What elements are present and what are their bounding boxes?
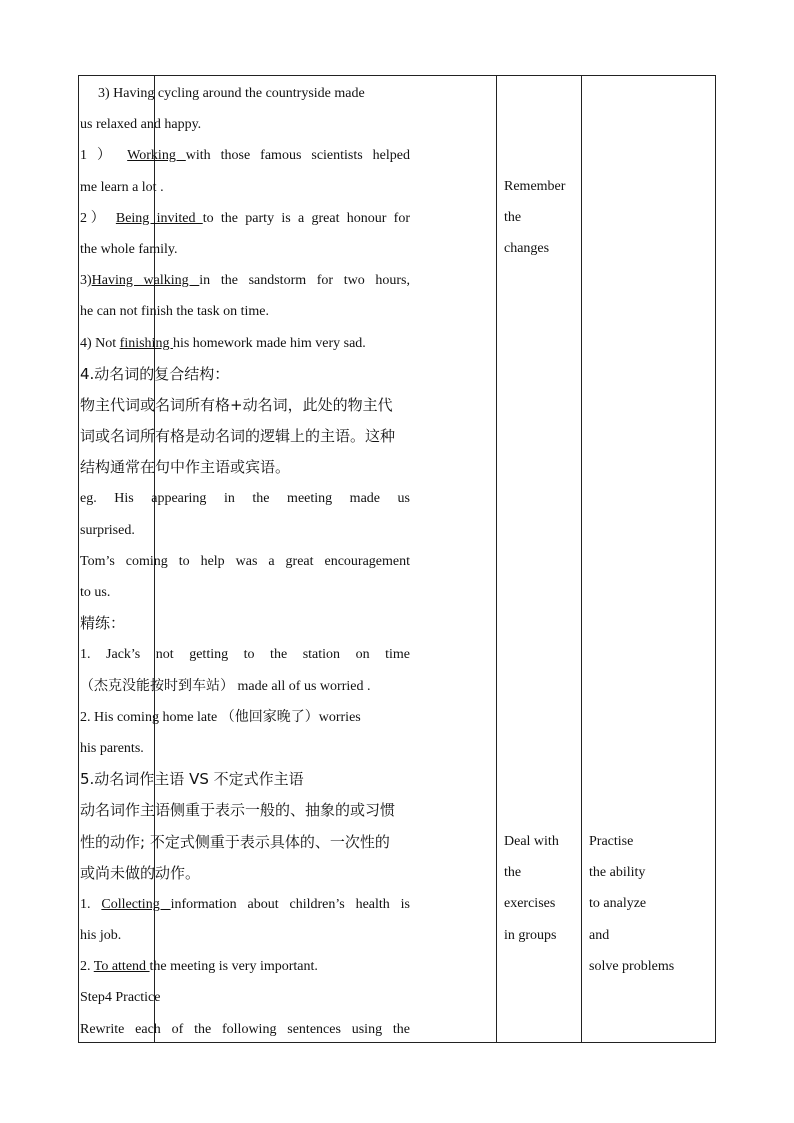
step-heading: Step4 Practice xyxy=(80,990,161,1006)
activity-text: changes xyxy=(504,241,550,257)
explanation-line: 或尚未做的动作。 xyxy=(80,863,201,882)
example-line: Tom’s coming to help was a great encouragement xyxy=(80,553,410,569)
activity-text: the xyxy=(504,865,522,881)
exercise-line: his parents. xyxy=(80,740,144,756)
intention-text: the ability xyxy=(589,865,646,881)
exercise-line: the whole family. xyxy=(80,241,178,257)
student-activity-cell-2 xyxy=(504,826,576,951)
explanation-line: 物主代词或名词所有格+动名词，此处的物主代 xyxy=(80,395,393,414)
exercise-line: 4) Not finishing his homework made him very sad. xyxy=(80,335,366,351)
section-heading: 精练： xyxy=(80,614,126,633)
example-line: 2. To attend the meeting is very important. xyxy=(80,959,318,975)
column-divider-3 xyxy=(581,76,582,1042)
design-intention-cell xyxy=(589,826,709,982)
intention-text: to analyze xyxy=(589,896,647,912)
exercise-line: 1 ） Working with those famous scientists helped xyxy=(80,148,410,164)
exercise-line: he can not finish the task on time. xyxy=(80,304,269,320)
exercise-line: 2. His coming home late （他回家晚了）worries xyxy=(80,709,361,725)
answer-blank: finishing xyxy=(119,335,173,351)
student-activity-cell-1 xyxy=(504,171,576,265)
exercise-line: 3)Having walking in the sandstorm for two hours, xyxy=(80,273,410,289)
explanation-line: 结构通常在句中作主语或宾语。 xyxy=(80,458,291,477)
answer-blank: To attend xyxy=(93,959,150,975)
explanation-line: 动名词作主语侧重于表示一般的、抽象的或习惯 xyxy=(80,801,396,820)
intention-text: and xyxy=(589,927,610,943)
activity-text: in groups xyxy=(504,927,557,943)
answer-blank: Being invited xyxy=(115,210,203,226)
teaching-content-cell xyxy=(80,78,410,1045)
example-line: eg. His appearing in the meeting made us xyxy=(80,491,410,507)
activity-text: Remember xyxy=(504,179,566,194)
activity-text: exercises xyxy=(504,896,556,912)
exercise-line: （杰克没能按时到车站） made all of us worried . xyxy=(80,678,371,694)
example-line: his job. xyxy=(80,928,122,944)
explanation-line: 词或名词所有格是动名词的逻辑上的主语。这种 xyxy=(80,427,396,446)
example-line: to us. xyxy=(80,585,111,600)
intention-text: solve problems xyxy=(589,958,675,974)
example-line: us relaxed and happy. xyxy=(80,117,202,133)
exercise-line: 1. Jack’s not getting to the station on time xyxy=(80,647,410,663)
activity-text: the xyxy=(504,210,522,226)
example-line: 3) Having cycling around the countryside made xyxy=(98,86,365,101)
column-divider-2 xyxy=(496,76,497,1042)
answer-blank: Working xyxy=(127,148,186,164)
example-line: surprised. xyxy=(80,522,135,538)
exercise-line: me learn a lot . xyxy=(80,179,164,195)
answer-blank: Having walking xyxy=(91,273,200,289)
exercise-line: 2） Being invited to the party is a great honour for xyxy=(80,210,411,226)
intention-text: Practise xyxy=(589,834,634,849)
section-heading: 4.动名词的复合结构： xyxy=(80,364,230,383)
instruction-line: Rewrite each of the following sentences using the xyxy=(80,1021,410,1037)
explanation-line: 性的动作; 不定式侧重于表示具体的、一次性的 xyxy=(80,832,390,851)
example-line: 1. Collecting information about children’s health is xyxy=(80,896,411,912)
activity-text: Deal with xyxy=(504,834,559,849)
answer-blank: Collecting xyxy=(101,896,171,912)
section-heading: 5.动名词作主语 VS 不定式作主语 xyxy=(80,770,304,789)
